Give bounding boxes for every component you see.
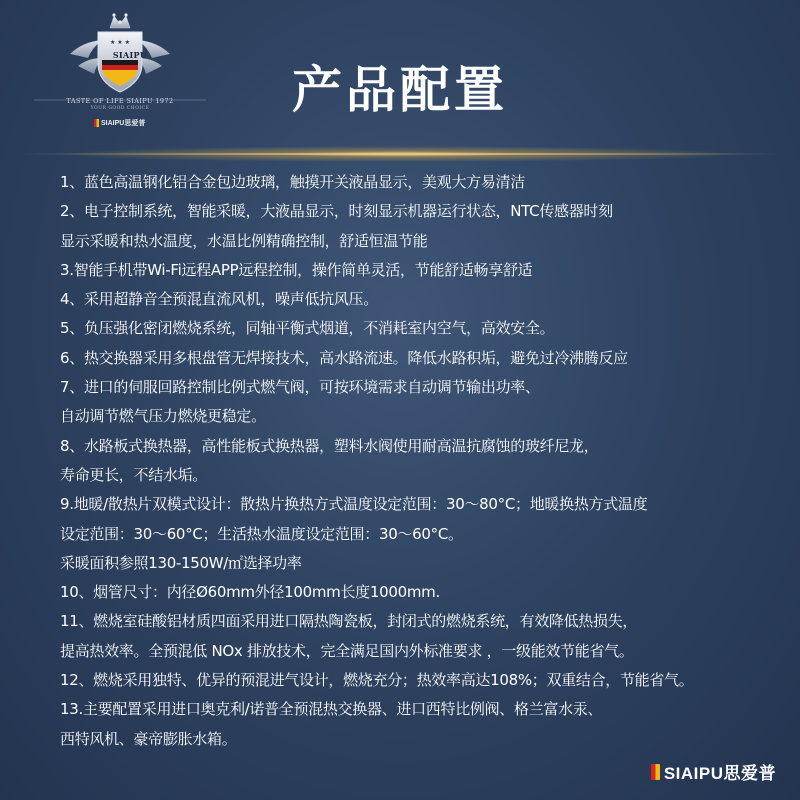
spec-list (60, 168, 790, 754)
logo-name: SIAIPU (112, 50, 148, 60)
spec-line: 4、采用超静音全预混直流风机，噪声低抗风压。 (60, 290, 378, 309)
spec-line: 自动调节燃气压力燃烧更稳定。 (60, 407, 266, 426)
logo-subtagline: YOUR GOOD CHOICE (90, 106, 150, 111)
brand-mark-icon (94, 119, 99, 127)
spec-line: 8、水路板式换热器，高性能板式换热器，塑料水阀使用耐高温抗腐蚀的玻纤尼龙， (60, 436, 599, 455)
spec-line: 提高热效率。全预混低 NOx 排放技术，完全满足国内外标准要求 ，一级能效节能省气。 (60, 641, 634, 660)
spec-line: 13.主要配置采用进口奥克利/诺普全预混热交换器、进口西特比例阀、格兰富水汞、 (60, 700, 603, 719)
logo-mini-text: SIAIPU思爱普 (101, 120, 146, 127)
footer-brand (651, 759, 776, 784)
spec-line: 12、燃烧采用独特、优异的预混进气设计，燃烧充分；热效率高达108%；双重结合，节能省气。 (60, 671, 694, 690)
svg-text:★ ★ ★: ★ ★ ★ (110, 39, 130, 46)
spec-line: 1、蓝色高温钢化铝合金包边玻璃，触摸开关液晶显示，美观大方易清洁 (60, 173, 525, 191)
spec-line: 显示采暖和热水温度，水温比例精确控制，舒适恒温节能 (60, 231, 428, 250)
spec-line: 设定范围：30～60°C；生活热水温度设定范围：30～60°C。 (60, 524, 463, 543)
spec-line: 5、负压强化密闭燃烧系统，同轴平衡式烟道，不消耗室内空气，高效安全。 (60, 319, 555, 338)
spec-line: 9.地暖/散热片双模式设计：散热片换热方式温度设定范围：30～80°C；地暖换热方式温度 (60, 495, 648, 514)
logo-tagline: TASTE OF LIFE SIAIPU 1972 (66, 97, 174, 105)
spec-line: 西特风机、豪帝膨胀水箱。 (60, 729, 237, 748)
spec-line: 寿命更长，不结水垢。 (60, 465, 208, 484)
spec-line: 3.智能手机带Wi-Fi远程APP远程控制，操作简单灵活，节能舒适畅享舒适 (60, 260, 533, 279)
page-title: 产品配置 (292, 61, 508, 119)
spec-line: 6、热交换器采用多根盘管无焊接技术，高水路流速。降低水路积垢，避免过冷沸腾反应 (60, 348, 628, 367)
brand-flag-icon (651, 764, 660, 780)
spec-line: 11、燃烧室硅酸铝材质四面采用进口隔热陶瓷板，封闭式的燃烧系统，有效降低热损失， (60, 612, 638, 631)
spec-line: 采暖面积参照130-150W/㎡选择功率 (60, 553, 302, 572)
spec-line: 7、进口的伺服回路控制比例式燃气阀，可按环境需求自动调节输出功率、 (60, 378, 540, 397)
footer-brand-text: SIAIPU思爱普 (663, 764, 776, 783)
spec-line: 10、烟管尺寸：内径Ø60mm外径100mm长度1000mm. (60, 583, 440, 602)
spec-line: 2、电子控制系统，智能采暖，大液晶显示，时刻显示机器运行状态，NTC传感器时刻 (60, 202, 613, 221)
title-divider-line (20, 153, 780, 155)
